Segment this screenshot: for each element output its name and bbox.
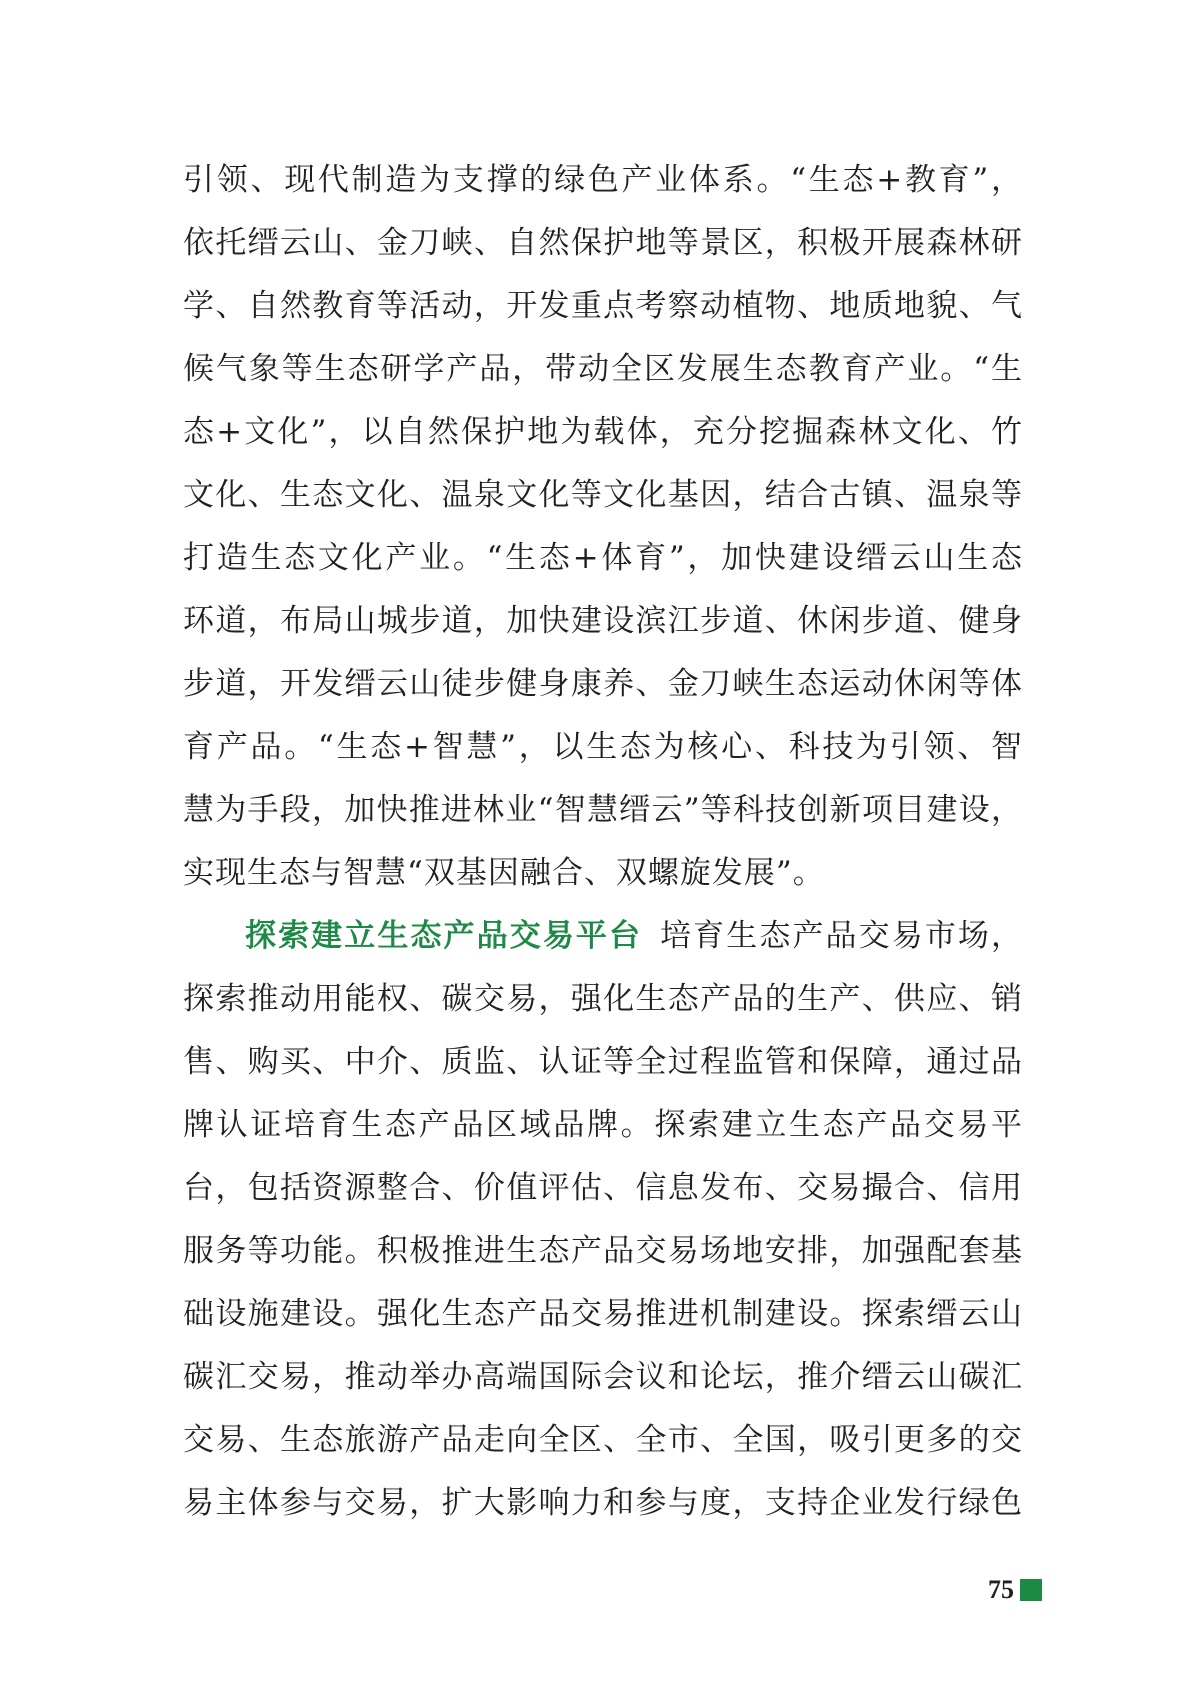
text-line: 慧为手段，加快推进林业“智慧缙云”等科技创新项目建设， <box>183 792 1023 828</box>
text-line: 探索推动用能权、碳交易，强化生态产品的生产、供应、销 <box>183 981 1023 1017</box>
text-line: 引领、现代制造为支撑的绿色产业体系。“生态+教育”， <box>183 162 1023 198</box>
text-line: 步道，开发缙云山徒步健身康养、金刀峡生态运动休闲等体 <box>183 666 1023 702</box>
text-line: 文化、生态文化、温泉文化等文化基因，结合古镇、温泉等 <box>183 477 1023 513</box>
text-line: 交易、生态旅游产品走向全区、全市、全国，吸引更多的交 <box>183 1422 1023 1458</box>
section-heading: 探索建立生态产品交易平台 <box>245 918 643 954</box>
section-first-text: 培育生态产品交易市场， <box>660 918 1024 954</box>
text-line: 候气象等生态研学产品，带动全区发展生态教育产业。“生 <box>183 351 1023 387</box>
page-footer <box>988 1575 1042 1605</box>
text-line: 依托缙云山、金刀峡、自然保护地等景区，积极开展森林研 <box>183 225 1023 261</box>
section-first-line <box>183 905 1023 968</box>
text-line: 态+文化”，以自然保护地为载体，充分挖掘森林文化、竹 <box>183 414 1023 450</box>
text-line: 学、自然教育等活动，开发重点考察动植物、地质地貌、气 <box>183 288 1023 324</box>
text-line: 育产品。“生态+智慧”，以生态为核心、科技为引领、智 <box>183 729 1023 765</box>
text-line: 实现生态与智慧“双基因融合、双螺旋发展”。 <box>183 855 825 891</box>
page-marker-square-icon <box>1020 1579 1042 1601</box>
text-line: 台，包括资源整合、价值评估、信息发布、交易撮合、信用 <box>183 1170 1023 1206</box>
text-line: 易主体参与交易，扩大影响力和参与度，支持企业发行绿色 <box>183 1485 1023 1521</box>
text-line: 售、购买、中介、质监、认证等全过程监管和保障，通过品 <box>183 1044 1023 1080</box>
text-line: 牌认证培育生态产品区域品牌。探索建立生态产品交易平 <box>183 1107 1023 1143</box>
body-text <box>183 149 1023 1535</box>
text-line: 础设施建设。强化生态产品交易推进机制建设。探索缙云山 <box>183 1296 1023 1332</box>
text-line: 碳汇交易，推动举办高端国际会议和论坛，推介缙云山碳汇 <box>183 1359 1023 1395</box>
text-line: 服务等功能。积极推进生态产品交易场地安排，加强配套基 <box>183 1233 1023 1269</box>
text-line: 环道，布局山城步道，加快建设滨江步道、休闲步道、健身 <box>183 603 1023 639</box>
text-line: 打造生态文化产业。“生态+体育”，加快建设缙云山生态 <box>183 540 1023 576</box>
page-number: 75 <box>988 1575 1014 1604</box>
